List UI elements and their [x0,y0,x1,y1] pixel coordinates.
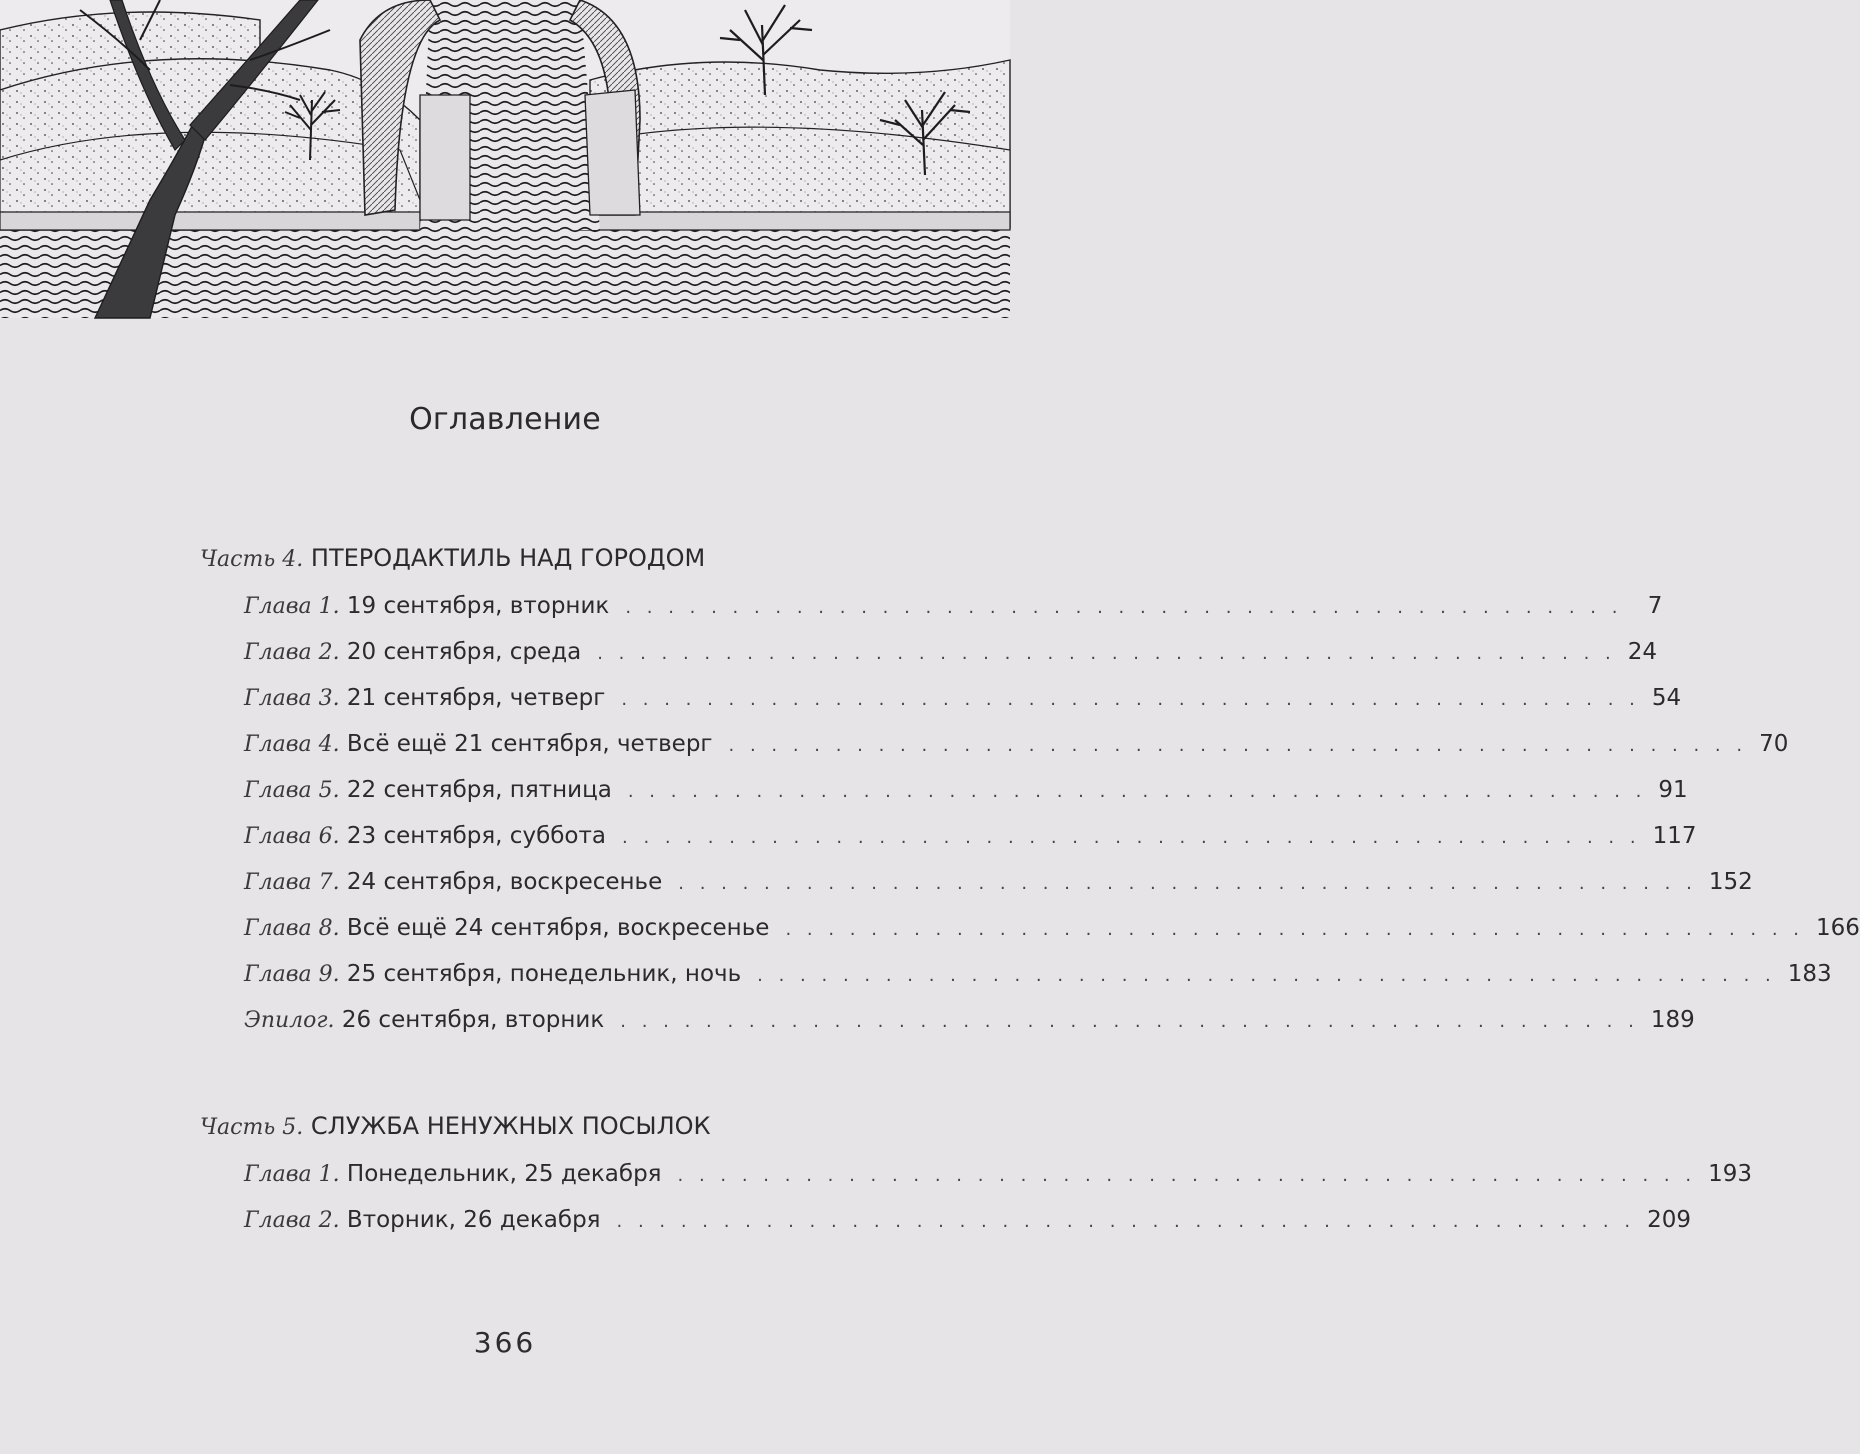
chapter-title: 22 сентября, пятница [346,777,612,803]
dot-leader: . . . . . . . . . . . . . . . . . . . . . . . . . . . . . . . . . . . . . . . . . . . . . . . . [622,827,1641,848]
dot-leader: . . . . . . . . . . . . . . . . . . . . . . . . . . . . . . . . . . . . . . . . . . . . . . . . [620,1011,1639,1032]
chapter-label: Эпилог. [244,1008,335,1033]
chapter-label: Глава 8. [244,916,340,941]
part-4-heading [200,542,920,576]
chapter-label: Глава 7. [244,870,340,895]
toc-entry [244,958,1832,990]
toc-entry [244,820,1697,852]
chapter-label: Глава 3. [244,686,340,711]
page-ref: 117 [1652,823,1697,849]
page-number: 366 [473,1326,537,1359]
chapter-label: Глава 9. [244,962,340,987]
page-ref: 166 [1816,915,1860,941]
chapter-title: 23 сентября, суббота [346,823,606,849]
dot-leader: . . . . . . . . . . . . . . . . . . . . . . . . . . . . . . . . . . . . . . . . . . . . . . . . [627,781,1647,802]
part-title: ПТЕРОДАКТИЛЬ НАД ГОРОДОМ [310,544,706,572]
dot-leader: . . . . . . . . . . . . . . . . . . . . . . . . . . . . . . . . . . . . . . . . . . . . . . . . [785,919,1804,940]
dot-leader: . . . . . . . . . . . . . . . . . . . . . . . . . . . . . . . . . . . . . . . . . . . . . . . . [678,873,1697,894]
page-ref: 189 [1650,1007,1695,1033]
part-title: СЛУЖБА НЕНУЖНЫХ ПОСЫЛОК [310,1112,711,1140]
chapter-label: Глава 2. [244,640,340,665]
chapter-label: Глава 5. [244,778,340,803]
dot-leader: . . . . . . . . . . . . . . . . . . . . . . . . . . . . . . . . . . . . . . . . . . . . . . . . [677,1165,1697,1186]
header-illustration [0,0,1010,318]
chapter-title: 25 сентября, понедельник, ночь [346,961,742,987]
dot-leader: . . . . . . . . . . . . . . . . . . . . . . . . . . . . . . . . . . . . . . . . . . . . . . . [625,597,1623,618]
dot-leader: . . . . . . . . . . . . . . . . . . . . . . . . . . . . . . . . . . . . . . . . . . . . . . . . [757,965,1776,986]
toc-entry [244,1204,1691,1236]
dot-leader: . . . . . . . . . . . . . . . . . . . . . . . . . . . . . . . . . . . . . . . . . . . . . . . . [621,689,1640,710]
chapter-label: Глава 4. [244,732,340,757]
page-ref: 152 [1708,869,1753,895]
dot-leader: . . . . . . . . . . . . . . . . . . . . . . . . . . . . . . . . . . . . . . . . . . . . . . . . [728,735,1748,756]
page-ref: 183 [1787,961,1832,987]
page-ref: 7 [1647,593,1663,619]
chapter-title: Всё ещё 24 сентября, воскресенье [346,915,770,941]
part-5-heading [200,1110,920,1144]
page-ref: 24 [1627,639,1658,665]
chapter-label: Глава 1. [244,1162,340,1187]
toc-entry [244,912,1860,944]
chapter-title: 21 сентября, четверг [346,685,606,711]
dot-leader: . . . . . . . . . . . . . . . . . . . . . . . . . . . . . . . . . . . . . . . . . . . . . . . . [616,1211,1636,1232]
page-ref: 91 [1658,777,1688,803]
toc-entry [244,636,1658,668]
chapter-title: 26 сентября, вторник [341,1007,605,1033]
toc-entry [244,866,1753,898]
dot-leader: . . . . . . . . . . . . . . . . . . . . . . . . . . . . . . . . . . . . . . . . . . . . . . . . [597,643,1616,664]
chapter-title: 24 сентября, воскресенье [346,869,663,895]
chapter-title: Понедельник, 25 декабря [346,1161,662,1187]
chapter-label: Глава 6. [244,824,340,849]
chapter-title: Всё ещё 21 сентября, четверг [346,731,713,757]
toc-entry [244,1158,1752,1190]
toc-heading: Оглавление [409,402,601,437]
chapter-label: Глава 2. [244,1208,340,1233]
toc-entry [244,590,1663,622]
page-ref: 70 [1759,731,1789,757]
part-label: Часть 4. [200,547,304,572]
page-ref: 209 [1647,1207,1691,1233]
page-ref: 54 [1651,685,1682,711]
chapter-title: Вторник, 26 декабря [346,1207,601,1233]
toc-entry [244,682,1682,714]
part-label: Часть 5. [200,1115,304,1140]
toc-entry [244,774,1688,806]
chapter-title: 19 сентября, вторник [346,593,610,619]
chapter-label: Глава 1. [244,594,340,619]
chapter-title: 20 сентября, среда [346,639,582,665]
toc-entry [244,728,1789,760]
page-ref: 193 [1708,1161,1752,1187]
toc-entry [244,1004,1695,1036]
